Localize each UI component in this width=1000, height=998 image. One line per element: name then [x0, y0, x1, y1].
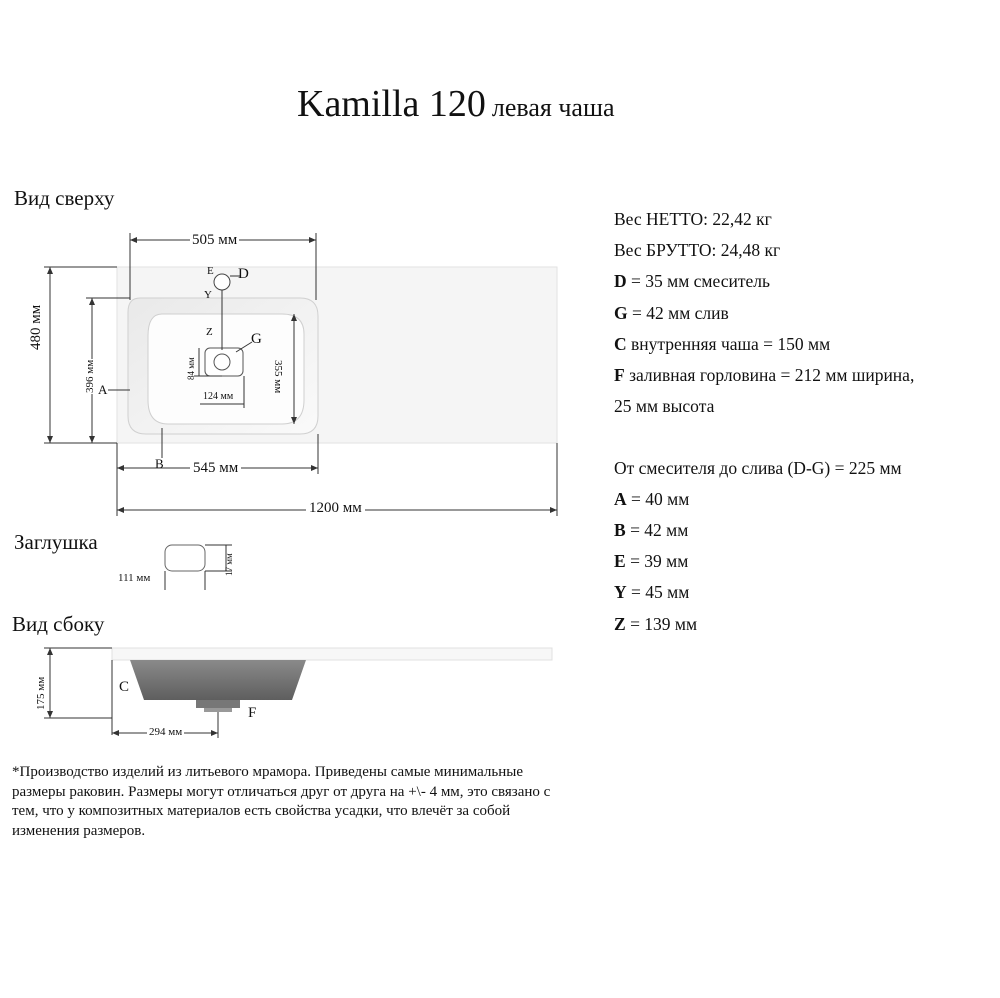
side-slab: [112, 648, 552, 660]
section-top-view: Вид сверху: [14, 186, 115, 210]
marker-y: Y: [204, 289, 212, 301]
section-plug: Заглушка: [14, 530, 98, 554]
spec-line: C внутренняя чаша = 150 мм: [614, 334, 831, 354]
marker-c: C: [119, 679, 130, 695]
marker-f: F: [248, 705, 257, 721]
marker-z: Z: [206, 326, 213, 338]
dim-depth-inner: 396 мм: [84, 359, 96, 393]
spec-line: G = 42 мм слив: [614, 303, 729, 323]
side-bowl: [130, 660, 306, 700]
dim-to-bowl-edge: 545 мм: [190, 460, 241, 477]
spec-line: F заливная горловина = 212 мм ширина,: [614, 365, 915, 385]
footnote: *Производство изделий из литьевого мрамора. Приведены самые минимальные размеры раковин. Размеры могут отличаться друг от друга на +\- 4 мм, это связано с тем, что у композитных материалов есть свойства усадки, что влечёт за собой изменения размеров.: [12, 764, 551, 839]
spec-line: Z = 139 мм: [614, 614, 698, 634]
marker-b: B: [155, 456, 164, 471]
spec-line: E = 39 мм: [614, 551, 689, 571]
spec-line: От смесителя до слива (D-G) = 225 мм: [614, 458, 902, 478]
dim-bowl-width: 505 мм: [192, 232, 238, 248]
spec-line: Вес БРУТТО: 24,48 кг: [614, 240, 781, 260]
spec-line: A = 40 мм: [614, 489, 690, 509]
side-drain-cap: [204, 708, 232, 712]
dim-total-length: 1200 мм: [306, 500, 365, 517]
side-drain-neck: [196, 700, 240, 708]
dim-side-height: 175 мм: [35, 676, 47, 710]
spec-line: D = 35 мм смеситель: [614, 271, 770, 291]
dim-depth-total: 480 мм: [28, 304, 44, 350]
marker-e: E: [207, 265, 214, 277]
plug-shape: [165, 545, 205, 571]
faucet-hole: [214, 274, 230, 290]
marker-d: D: [238, 266, 249, 282]
marker-a: A: [98, 382, 108, 397]
dim-drain-offset-v: 84 мм: [186, 357, 196, 380]
spec-line: B = 42 мм: [614, 520, 689, 540]
section-side-view: Вид сбоку: [12, 612, 105, 636]
dim-bowl-depth: 355 мм: [272, 360, 284, 394]
title-subtitle: левая чаша: [491, 93, 615, 122]
dim-drain-offset-h: 124 мм: [203, 391, 234, 402]
title-name: Kamilla 120: [297, 83, 486, 125]
drain-circle: [214, 354, 230, 370]
dim-plug-width: 111 мм: [118, 572, 151, 584]
dim-plug-height: 17 мм: [224, 553, 234, 576]
spec-line: Вес НЕТТО: 22,42 кг: [614, 209, 772, 229]
marker-g: G: [251, 331, 262, 347]
dim-side-offset: 294 мм: [149, 726, 183, 738]
spec-line: 25 мм высота: [614, 396, 715, 416]
spec-line: Y = 45 мм: [614, 582, 690, 602]
